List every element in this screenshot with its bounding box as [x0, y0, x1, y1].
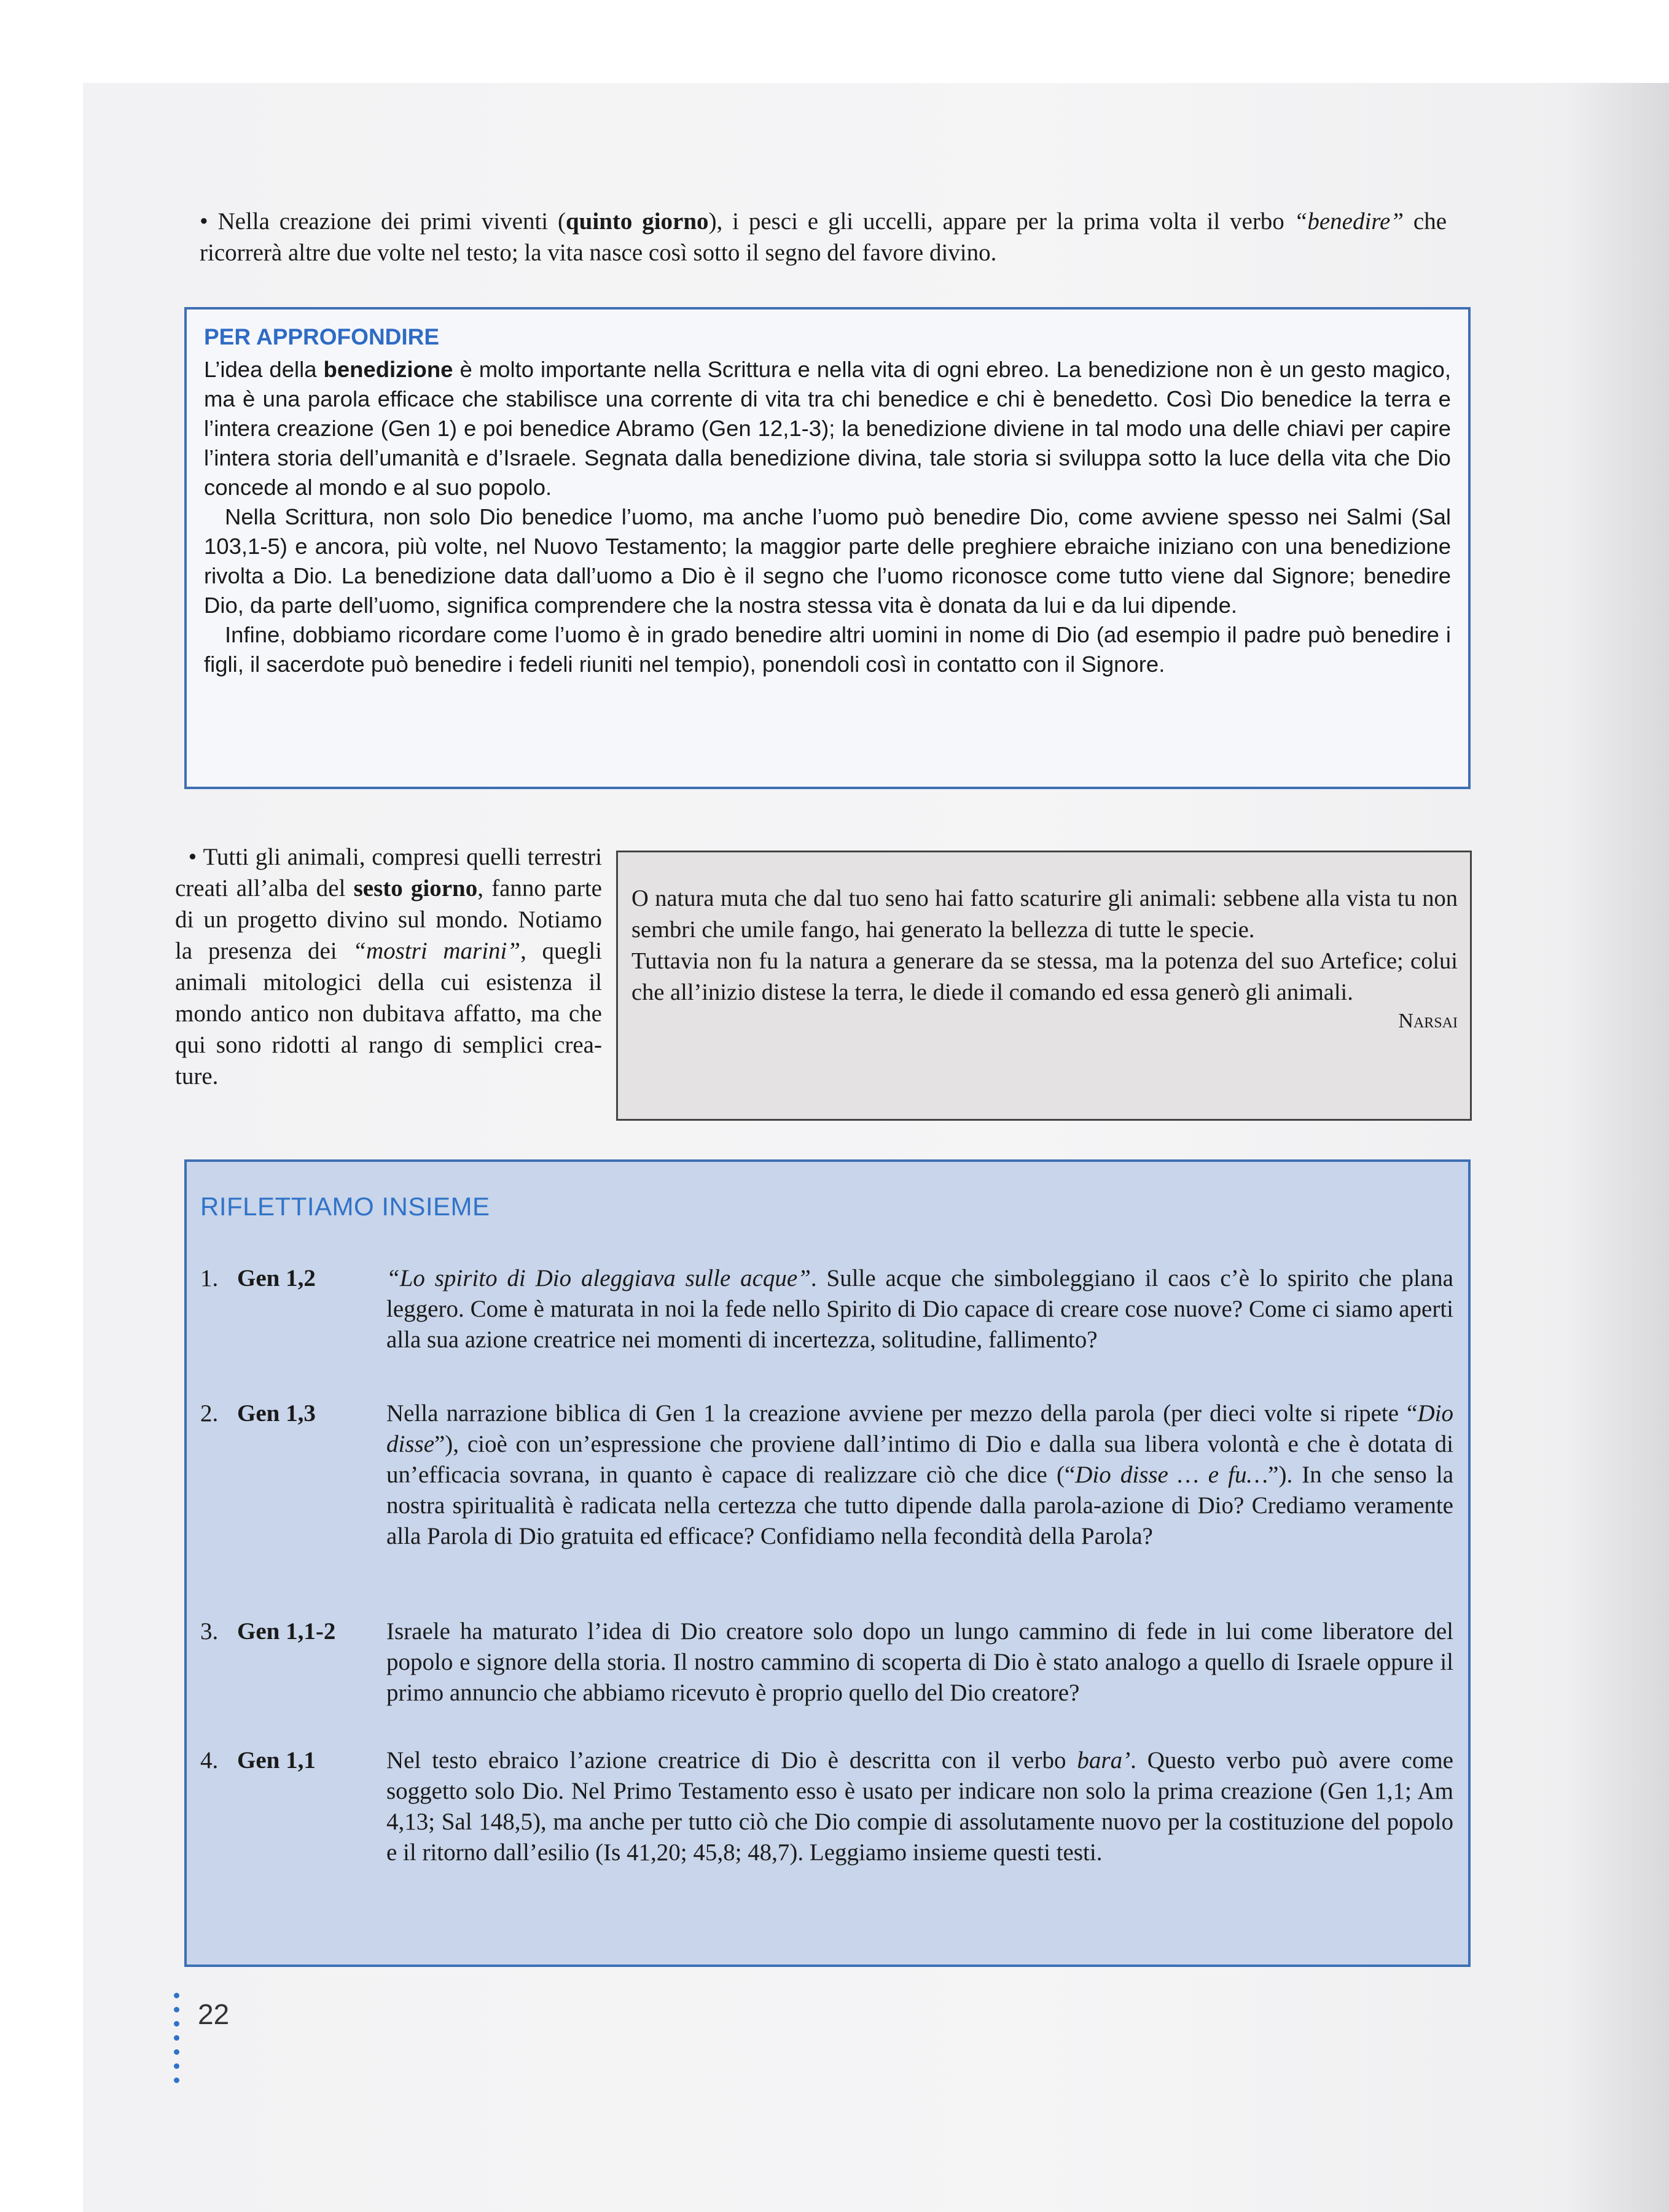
approfondire-paragraph-2: Nella Scrittura, non solo Dio benedice l’uomo, ma anche l’uomo può benedire Dio, come avviene spesso nei Salmi (Sal 103,1-5) e ancora, più volte, nel Nuovo Testamento; la maggior parte delle preghiere ebraiche iniziano con una benedizione rivolta a Dio. La benedizione data dall’uomo a Dio è il segno che l’uomo riconosce come tutto viene dal Signore; benedire Dio, da parte dell’uomo, significa comprendere che la nostra stessa vita è donata da lui e da lui dipende.: [204, 504, 1451, 618]
riflettiamo-title: RIFLETTIAMO INSIEME: [200, 1192, 490, 1221]
bullet: •: [200, 208, 208, 235]
page-number: 22: [198, 1998, 230, 2030]
item-body: [386, 1263, 1453, 1355]
page-edge-shadow: [1565, 83, 1669, 2212]
text: , quegli animali mitologici della cui esistenza il mondo antico non dubitava affatto, ma che qui sono ridotti al rango di semplici creature.: [175, 938, 602, 1089]
italic-text: Dio disse … e fu…: [1075, 1462, 1268, 1488]
quote-box: [616, 851, 1472, 1121]
bold-term: benedizione: [323, 357, 453, 382]
italic-term: “mostri marini”: [353, 938, 521, 964]
item-number: 2.: [200, 1400, 219, 1427]
text: Nel testo ebraico l’azione creatrice di Dio è descritta con il verbo: [386, 1747, 1077, 1774]
quote-paragraph-2: Tuttavia non fu la natura a generare da se stessa, ma la potenza del suo Artefice; colui che all’inizio distese la terra, le diede il comando ed essa generò gli animali.: [631, 948, 1458, 1005]
intro-paragraph: [200, 206, 1447, 268]
intro-text: che ricorrerà altre due volte nel testo; la vita nasce così sotto il segno del favore divino.: [200, 208, 1447, 266]
item-number: 1.: [200, 1265, 219, 1291]
item-body: [386, 1398, 1453, 1552]
item-number: 4.: [200, 1747, 219, 1774]
intro-text: Nella creazione dei primi viventi (: [217, 208, 566, 235]
italic-text: “Lo spirito di Dio aleggiava sulle acque”: [386, 1265, 811, 1291]
text: è molto importante nella Scrittura e nella vita di ogni ebreo. La benedizione non è un gesto magico, ma è una parola efficace che stabilisce una corrente di vita tra chi benedice e chi è benedetto. Così Dio benedice la terra e l’intera creazione (Gen 1) e poi benedice Abramo (Gen 12,1-3); la benedizione diviene in tal modo una delle chiavi per capire l’intera storia dell’umanità e d’Israele. Segnata dalla benedizione divina, tale storia si sviluppa sotto la luce della vita che Dio concede al mondo e al suo popolo.: [204, 357, 1451, 500]
quote-author: Narsai: [1398, 1010, 1458, 1032]
italic-text: bara’: [1077, 1747, 1131, 1774]
item-reference: Gen 1,3: [237, 1400, 316, 1427]
text: ”), cioè con un’espressione che proviene dall’intimo di Dio e dalla sua libera volontà e che è dotata di un’efficacia sovrana, in quanto è capace di realizzare ciò che dice (“: [386, 1431, 1453, 1488]
text: L’idea della: [204, 357, 324, 382]
text: ”). In che senso la nostra spiritualità è radicata nella certezza che tutto dipende dalla parola-azione di Dio? Crediamo veramente alla Parola di Dio gratuita ed efficace? Confidiamo nella fecondità della Parola?: [386, 1462, 1454, 1549]
text: Tutti gli animali, compresi quelli terrestri creati all’alba del: [175, 844, 603, 902]
animals-paragraph: [175, 841, 602, 1092]
bullet: •: [188, 844, 197, 870]
text: Nella narrazione biblica di Gen 1 la creazione avviene per mezzo della parola (per dieci volte si ripete “: [386, 1400, 1418, 1427]
text: , fanno parte di un progetto divino sul mondo. Notiamo la presenza dei: [175, 875, 602, 964]
item-body: Israele ha maturato l’idea di Dio creatore solo dopo un lungo cammino di fede in lui come liberatore del popolo e signore della storia. Il nostro cammino di scoperta di Dio è stato analogo a quello di Israele oppure il primo annuncio che abbiamo ricevuto è proprio quello del Dio creatore?: [386, 1618, 1453, 1706]
item-reference: Gen 1,1-2: [237, 1618, 336, 1645]
approfondire-paragraph-1: [204, 355, 1451, 502]
text: . Sulle acque che simboleggiano il caos c’è lo spirito che plana leggero. Come è maturata in noi la fede nello Spirito di Dio capace di creare cose nuove? Come ci siamo aperti alla sua azione creatrice nei momenti di incertezza, solitudine, fallimento?: [386, 1265, 1453, 1353]
bold-term: sesto giorno: [353, 875, 478, 902]
item-reference: Gen 1,2: [237, 1265, 316, 1291]
item-reference: Gen 1,1: [237, 1747, 316, 1774]
approfondire-box: [184, 307, 1471, 789]
intro-italic: “benedire”: [1294, 208, 1404, 235]
approfondire-paragraph-3: Infine, dobbiamo ricordare come l’uomo è in grado benedire altri uomini in nome di Dio (ad esempio il padre può benedire i figli, il sacerdote può benedire i fedeli riuniti nel tempio), ponendoli così in contatto con il Signore.: [204, 622, 1451, 677]
text: . Questo verbo può avere come soggetto solo Dio. Nel Primo Testamento esso è usato per indicare non solo la prima creazione (Gen 1,1; Am 4,13; Sal 148,5), ma anche per tutto ciò che Dio compie di assolutamente nuovo per la costituzione del popolo e il ritorno dall’esilio (Is 41,20; 45,8; 48,7). Leggiamo insieme questi testi.: [386, 1747, 1453, 1866]
intro-text: ), i pesci e gli uccelli, appare per la prima volta il verbo: [708, 208, 1294, 235]
item-number: 3.: [200, 1618, 219, 1645]
page-number-dots: [174, 1993, 180, 2092]
italic-text: Dio disse: [386, 1400, 1453, 1457]
approfondire-title: PER APPROFONDIRE: [204, 324, 440, 349]
quote-paragraph-1: O natura muta che dal tuo seno hai fatto scaturire gli animali: sebbene alla vista tu non sembri che umile fango, hai generato la bellezza di tutte le specie.: [631, 886, 1458, 943]
item-body: [386, 1745, 1453, 1868]
riflettiamo-box: [184, 1159, 1471, 1967]
intro-bold: quinto giorno: [565, 208, 709, 235]
